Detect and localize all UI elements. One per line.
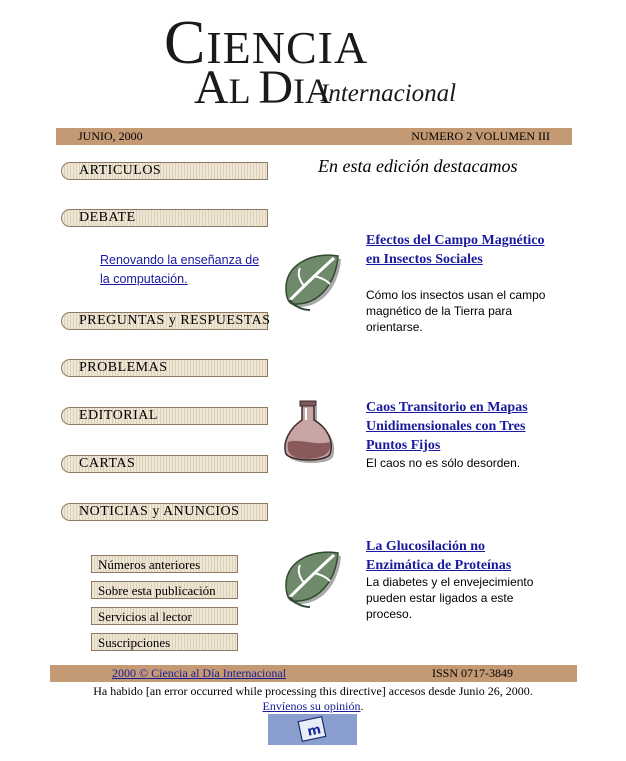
article-desc-3: La diabetes y el envejecimiento pueden estar ligados a este proceso. bbox=[366, 575, 534, 621]
issue-date: JUNIO, 2000 bbox=[78, 129, 143, 143]
logo-line-ciencia: CIENCIA bbox=[164, 9, 369, 77]
issue-bar bbox=[56, 128, 572, 145]
section-button-problemas[interactable]: PROBLEMAS bbox=[61, 359, 268, 377]
article-title-3[interactable]: La Glucosilación no Enzimática de Proteínas bbox=[366, 539, 512, 573]
section-button-articulos[interactable]: ARTICULOS bbox=[61, 162, 268, 180]
leaf-icon[interactable] bbox=[276, 248, 344, 320]
button-servicios-lector[interactable]: Servicios al lector bbox=[91, 607, 238, 625]
section-button-preguntas[interactable]: PREGUNTAS y RESPUESTAS bbox=[61, 312, 268, 330]
flask-icon[interactable] bbox=[276, 398, 344, 470]
article-desc-1: Cómo los insectos usan el campo magnético de la Tierra para orientarse. bbox=[366, 288, 546, 334]
button-suscripciones[interactable]: Suscripciones bbox=[91, 633, 238, 651]
copyright-link[interactable]: 2000 © Ciencia al Día Internacional bbox=[112, 666, 287, 680]
logo-line-al-dia: AL DIA bbox=[194, 61, 331, 114]
opinion-link[interactable]: Envíenos su opinión bbox=[262, 699, 361, 713]
mail-icon bbox=[268, 714, 357, 745]
section-button-cartas[interactable]: CARTAS bbox=[61, 455, 268, 473]
section-button-noticias[interactable]: NOTICIAS y ANUNCIOS bbox=[61, 503, 268, 521]
issn-text: ISSN 0717-3849 bbox=[432, 666, 514, 680]
section-button-debate[interactable]: DEBATE bbox=[61, 209, 268, 227]
logo-line-internacional: Internacional bbox=[320, 80, 457, 107]
access-counter-text: Ha habido [an error occurred while processing this directive] accesos desde Junio 26, 2000. bbox=[93, 684, 533, 698]
svg-text:m: m bbox=[306, 722, 323, 740]
article-desc-2: El caos no es sólo desorden. bbox=[366, 456, 521, 470]
debate-article-link[interactable]: Renovando la enseñanza de la computación. bbox=[100, 253, 260, 286]
article-title-2[interactable]: Caos Transitorio en Mapas Unidimensionales con Tres Puntos Fijos bbox=[366, 400, 528, 453]
opinion-line: Envíenos su opinión. bbox=[262, 699, 364, 713]
footer-bar bbox=[50, 665, 577, 682]
issue-number: NUMERO 2 VOLUMEN III bbox=[411, 129, 550, 143]
featured-heading: En esta edición destacamos bbox=[318, 156, 518, 176]
button-numeros-anteriores[interactable]: Números anteriores bbox=[91, 555, 238, 573]
site-logo bbox=[150, 8, 470, 112]
mail-badge[interactable] bbox=[268, 714, 357, 745]
section-button-editorial[interactable]: EDITORIAL bbox=[61, 407, 268, 425]
article-title-1[interactable]: Efectos del Campo Magnético en Insectos Sociales bbox=[366, 233, 545, 267]
leaf-icon[interactable] bbox=[276, 545, 344, 617]
button-sobre-publicacion[interactable]: Sobre esta publicación bbox=[91, 581, 238, 599]
